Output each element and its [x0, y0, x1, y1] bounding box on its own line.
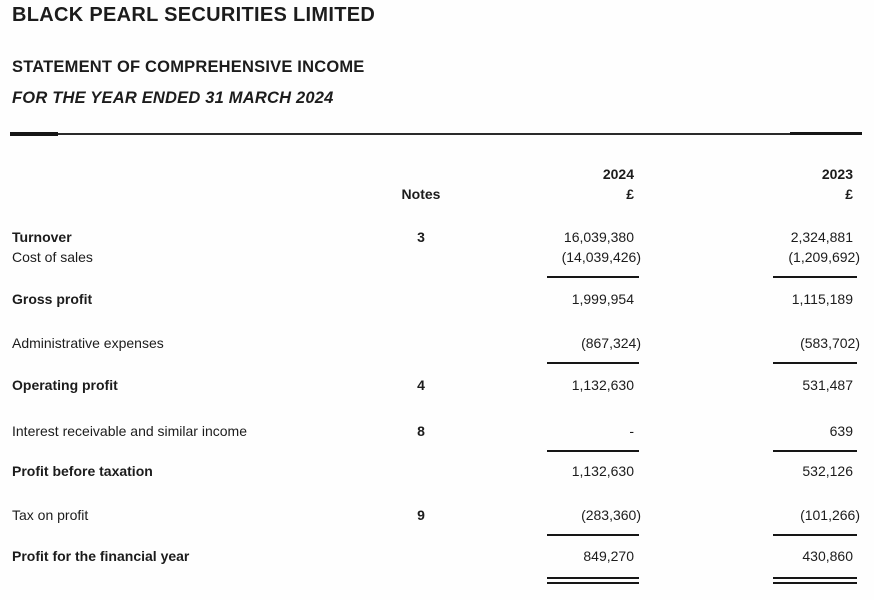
subtotal-rule-row [12, 525, 860, 545]
row-value-2023: (1,209,692) [788, 249, 860, 265]
row-gross-profit [12, 289, 860, 309]
table-spacer [12, 481, 860, 505]
row-value-2023: 532,126 [802, 463, 853, 479]
row-value-2023: 1,115,189 [791, 291, 853, 307]
subtotal-rule-2024 [547, 534, 639, 536]
row-value-2023: 430,860 [802, 548, 853, 564]
row-note: 8 [417, 423, 425, 439]
row-label: Cost of sales [12, 249, 93, 265]
subtotal-rule-2023 [773, 534, 857, 536]
row-label: Gross profit [12, 291, 93, 307]
subtotal-rule-row [12, 267, 860, 289]
row-value-2024: 1,132,630 [571, 463, 634, 479]
row-value-2024: 849,270 [583, 548, 634, 564]
column-header-years-row [12, 164, 860, 184]
row-value-2023: 639 [829, 423, 853, 439]
row-label: Operating profit [12, 377, 118, 393]
subtotal-rule-row [12, 353, 860, 375]
subtotal-rule-2024 [547, 450, 639, 452]
row-value-2023: (583,702) [800, 335, 860, 351]
subtotal-rule-row [12, 441, 860, 461]
row-value-2024: 1,132,630 [571, 377, 634, 393]
row-note: 3 [417, 229, 425, 245]
company-name: BLACK PEARL SECURITIES LIMITED [12, 4, 376, 26]
row-value-2024: (867,324) [581, 335, 641, 351]
statement-title: STATEMENT OF COMPREHENSIVE INCOME [12, 58, 365, 76]
col-header-year-2023: 2023 [821, 166, 853, 182]
subtotal-rule-2023 [773, 362, 857, 364]
row-label: Interest receivable and similar income [12, 423, 247, 439]
row-value-2024: 16,039,380 [563, 229, 634, 245]
income-statement-table [12, 164, 860, 587]
row-cost-of-sales [12, 247, 860, 267]
row-value-2024: - [629, 423, 634, 439]
column-header-units-row [12, 184, 860, 204]
row-value-2023: (101,266) [800, 507, 860, 523]
col-header-notes: Notes [401, 186, 441, 202]
row-label: Administrative expenses [12, 335, 164, 351]
row-interest-receivable [12, 421, 860, 441]
table-spacer [12, 204, 860, 227]
row-administrative-expenses [12, 333, 860, 353]
col-header-currency-2024: £ [626, 186, 634, 202]
row-label: Tax on profit [12, 507, 89, 523]
total-double-rule-2024 [547, 577, 639, 584]
row-turnover [12, 227, 860, 247]
row-label: Profit for the financial year [12, 548, 190, 564]
row-tax-on-profit [12, 505, 860, 525]
subtotal-rule-2023 [773, 450, 857, 452]
row-value-2024: (283,360) [581, 507, 641, 523]
row-note: 4 [417, 377, 425, 393]
subtotal-rule-2024 [547, 276, 639, 278]
total-double-rule-2023 [773, 577, 857, 584]
row-label: Turnover [12, 229, 72, 245]
subtotal-rule-2023 [773, 276, 857, 278]
row-value-2024: (14,039,426) [561, 249, 641, 265]
row-value-2023: 2,324,881 [790, 229, 853, 245]
header-divider-rule [10, 133, 862, 135]
statement-period: FOR THE YEAR ENDED 31 MARCH 2024 [12, 89, 334, 107]
table-spacer [12, 395, 860, 421]
subtotal-rule-2024 [547, 362, 639, 364]
row-operating-profit [12, 375, 860, 395]
row-profit-before-taxation [12, 461, 860, 481]
row-profit-for-financial-year [12, 545, 860, 567]
grand-total-rule-row [12, 567, 860, 587]
col-header-currency-2023: £ [845, 186, 853, 202]
row-note: 9 [417, 507, 425, 523]
row-label: Profit before taxation [12, 463, 153, 479]
table-spacer [12, 309, 860, 333]
row-value-2024: 1,999,954 [571, 291, 634, 307]
col-header-year-2024: 2024 [602, 166, 634, 182]
row-value-2023: 531,487 [802, 377, 853, 393]
